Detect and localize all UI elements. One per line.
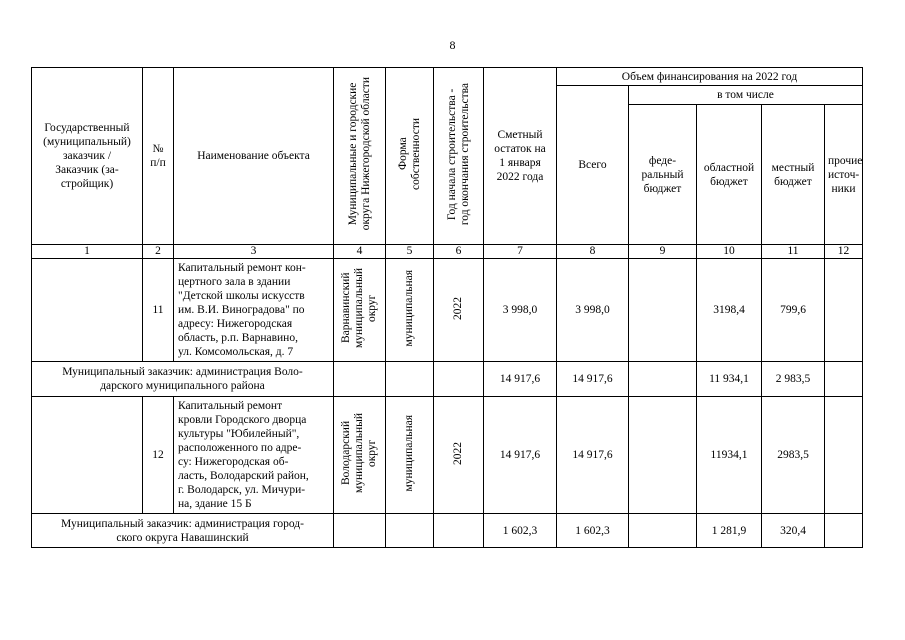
header-estimate: Сметный остаток на 1 января 2022 года [484,68,557,245]
column-index: 7 [484,245,557,259]
municipality-cell [334,514,386,548]
header-other: прочие источ- ники [825,105,863,245]
financing-table [31,67,863,548]
column-index: 3 [174,245,334,259]
header-total: Всего [557,86,629,245]
customer-cell [32,259,143,362]
table-row [32,259,863,362]
header-municipality: Муниципальные и городские округа Нижегородской области [334,68,386,245]
customer-cell [32,397,143,514]
federal-cell [629,259,697,362]
estimate-cell: 1 602,3 [484,514,557,548]
header-including: в том числе [629,86,863,105]
other-cell [825,397,863,514]
regional-cell: 11 934,1 [697,362,762,397]
object-name: Капитальный ремонт кон- цертного зала в здании "Детской школы искусств им. В.И. Виноградова" по адресу: Нижегородская область, р.п. Варнавино, ул. Комсомольская, д. 7 [174,259,334,362]
other-cell [825,259,863,362]
row-number: 12 [143,397,174,514]
regional-cell: 3198,4 [697,259,762,362]
column-index: 2 [143,245,174,259]
ownership-cell [386,514,434,548]
local-cell: 2 983,5 [762,362,825,397]
other-cell [825,514,863,548]
subtotal-row [32,362,863,397]
column-index: 6 [434,245,484,259]
header-regional: областной бюджет [697,105,762,245]
total-cell: 14 917,6 [557,397,629,514]
year-cell [434,514,484,548]
total-cell: 14 917,6 [557,362,629,397]
header-customer: Государственный (муниципальный) заказчик / Заказчик (за- стройщик) [32,68,143,245]
local-cell: 320,4 [762,514,825,548]
column-index: 1 [32,245,143,259]
regional-cell: 1 281,9 [697,514,762,548]
column-index: 10 [697,245,762,259]
ownership-cell: муниципальная [386,259,434,362]
row-number: 11 [143,259,174,362]
header-ownership: Форма собственности [386,68,434,245]
federal-cell [629,514,697,548]
header-funding: Объем финансирования на 2022 год [557,68,863,86]
municipality-cell [334,362,386,397]
subtotal-row [32,514,863,548]
column-index: 12 [825,245,863,259]
total-cell: 1 602,3 [557,514,629,548]
year-cell: 2022 [434,397,484,514]
federal-cell [629,362,697,397]
header-object-name: Наименование объекта [174,68,334,245]
ownership-cell [386,362,434,397]
estimate-cell: 14 917,6 [484,362,557,397]
header-federal: феде- ральный бюджет [629,105,697,245]
local-cell: 2983,5 [762,397,825,514]
subtotal-label: Муниципальный заказчик: администрация Воло- дарского муниципального района [32,362,334,397]
object-name: Капитальный ремонт кровли Городского дворца культуры "Юбилейный", расположенного по адре- су: Нижегородская об- ласть, Володарский район, г. Володарск, ул. Мичури- на, здание 15 Б [174,397,334,514]
subtotal-label: Муниципальный заказчик: администрация город- ского округа Навашинский [32,514,334,548]
year-cell: 2022 [434,259,484,362]
ownership-cell: муниципальная [386,397,434,514]
total-cell: 3 998,0 [557,259,629,362]
column-index: 11 [762,245,825,259]
header-num: № п/п [143,68,174,245]
column-index: 5 [386,245,434,259]
table-row [32,397,863,514]
municipality-cell: Володарский муниципальный округ [334,397,386,514]
column-index-row [32,245,863,259]
estimate-cell: 14 917,6 [484,397,557,514]
column-index: 8 [557,245,629,259]
municipality-cell: Варнавинский муниципальный округ [334,259,386,362]
year-cell [434,362,484,397]
column-index: 4 [334,245,386,259]
header-years: Год начала строительства - год окончания строительства [434,68,484,245]
header-local: местный бюджет [762,105,825,245]
other-cell [825,362,863,397]
estimate-cell: 3 998,0 [484,259,557,362]
federal-cell [629,397,697,514]
regional-cell: 11934,1 [697,397,762,514]
column-index: 9 [629,245,697,259]
local-cell: 799,6 [762,259,825,362]
page-number: 8 [449,38,456,52]
